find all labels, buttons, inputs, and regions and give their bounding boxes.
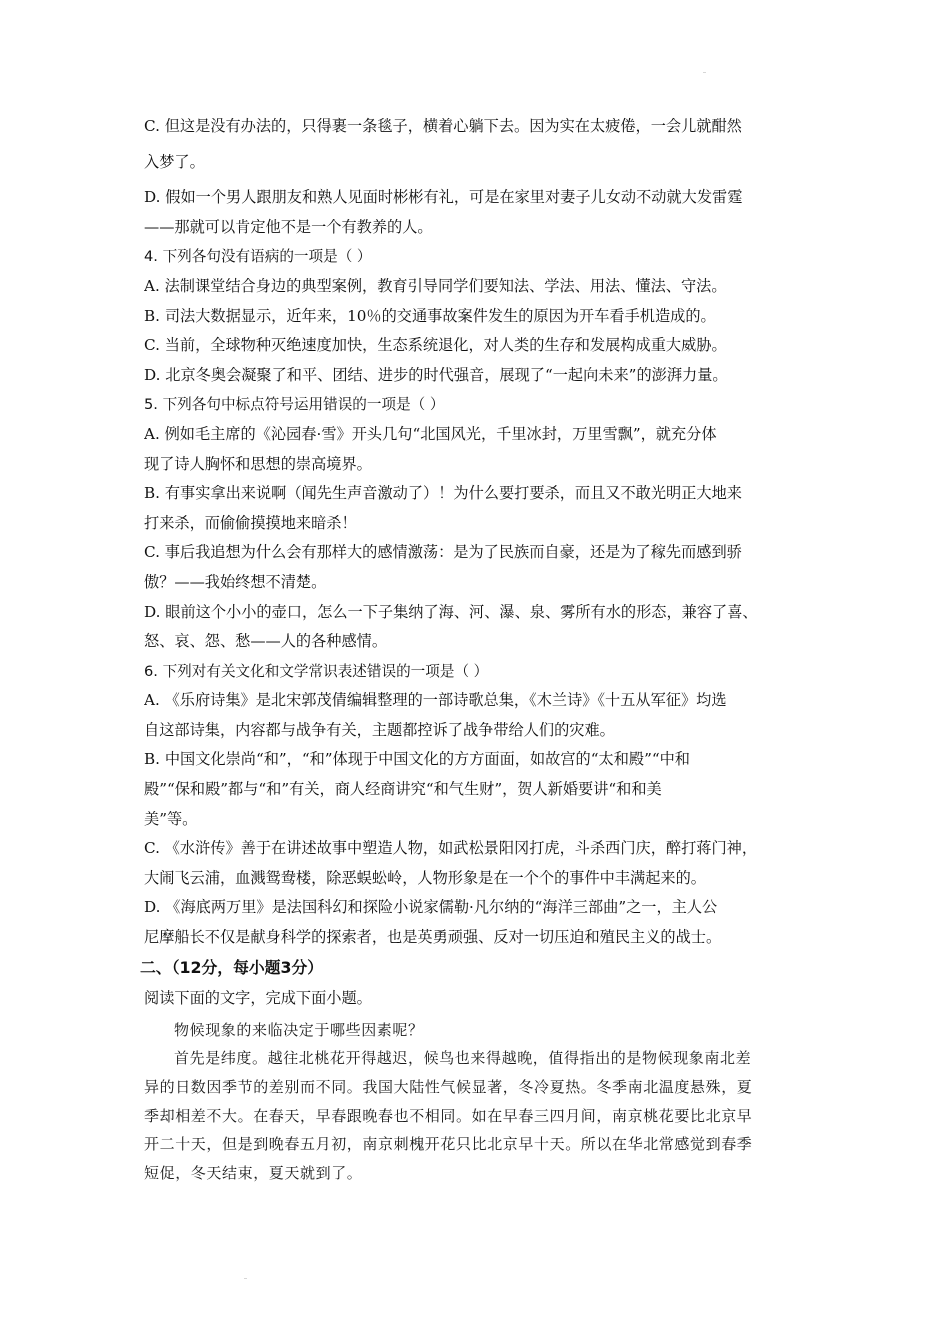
scan-speck [244, 1278, 247, 1279]
section-2-title: 二、（12分，每小题3分） [140, 957, 324, 977]
section-2-instructions: 阅读下面的文字，完成下面小题。 [144, 989, 372, 1008]
q5-option-d-line2: 怒、哀、怨、愁——人的各种感情。 [144, 632, 387, 651]
q5-option-a-line1: A. 例如毛主席的《沁园春·雪》开头几句“北国风光，千里冰封，万里雪飘”，就充分体 [144, 424, 717, 443]
reading-passage [144, 1016, 812, 1188]
q6-option-a-line2: 自这部诗集，内容都与战争有关，主题都控诉了战争带给人们的灾难。 [144, 720, 615, 739]
q6-option-d-line2: 尼摩船长不仅是献身科学的探索者，也是英勇顽强、反对一切压迫和殖民主义的战士。 [144, 928, 722, 947]
q5-option-d-line1: D. 眼前这个小小的壶口，怎么一下子集纳了海、河、瀑、泉、雾所有水的形态，兼容了喜、 [144, 602, 758, 621]
question-4-title: 4. 下列各句没有语病的一项是（ ） [144, 248, 372, 266]
question-4 [144, 242, 812, 390]
question-5 [144, 390, 812, 656]
q5-option-c-line2: 傲？——我始终想不清楚。 [144, 572, 327, 591]
q4-option-b: B. 司法大数据显示，近年来，10％的交通事故案件发生的原因为开车看手机造成的。 [144, 306, 716, 325]
q3-option-d [144, 183, 812, 242]
q6-option-b-line2: 殿”“保和殿”都与“和”有关，商人经商讲究“和气生财”，贺人新婚要讲“和和美 [144, 780, 662, 799]
q4-option-a: A. 法制课堂结合身边的典型案例，教育引导同学们要知法、学法、用法、懂法、守法。 [144, 276, 727, 295]
q4-option-c: C. 当前，全球物种灭绝速度加快，生态系统退化，对人类的生存和发展构成重大威胁。 [144, 336, 727, 355]
q5-option-c-line1: C. 事后我追想为什么会有那样大的感情激荡：是为了民族而自豪，还是为了稼先而感到骄 [144, 543, 742, 562]
passage-title: 物候现象的来临决定于哪些因素呢？ [174, 1020, 424, 1039]
q3-option-c [144, 112, 812, 177]
q4-option-d: D. 北京冬奥会凝聚了和平、团结、进步的时代强音，展现了“一起向未来”的澎湃力量。 [144, 365, 728, 384]
passage-line: 异的日数因季节的差别而不同。我国大陆性气候显著，冬冷夏热。冬季南北温度悬殊，夏 [144, 1078, 753, 1096]
passage-line: 首先是纬度。越往北桃花开得越迟，候鸟也来得越晚，值得指出的是物候现象南北差 [174, 1049, 752, 1068]
q6-option-b-line1: B. 中国文化崇尚“和”，“和”体现于中国文化的方方面面，如故宫的“太和殿”“中和 [144, 750, 690, 769]
passage-line: 开二十天，但是到晚春五月初，南京刺槐开花只比北京早十天。所以在华北常感觉到春季 [144, 1135, 753, 1154]
section-2 [140, 953, 812, 1014]
question-6-title: 6. 下列对有关文化和文学常识表述错误的一项是（ ） [144, 662, 489, 680]
q3-option-d-line1: D. 假如一个男人跟朋友和熟人见面时彬彬有礼，可是在家里对妻子儿女动不动就大发雷霆 [144, 188, 743, 207]
question-6 [144, 657, 812, 953]
q6-option-c-line2: 大闹飞云浦，血溅鸳鸯楼，除恶蜈蚣岭，人物形象是在一个个的事件中丰满起来的。 [144, 868, 706, 887]
q5-option-b-line2: 打来杀，而偷偷摸摸地来暗杀！ [144, 513, 357, 532]
q6-option-d-line1: D. 《海底两万里》是法国科幻和探险小说家儒勒·凡尔纳的“海洋三部曲”之一，主人公 [144, 898, 718, 917]
q3-option-c-line2: 入梦了。 [144, 152, 205, 171]
q6-option-b-line3: 美”等。 [144, 809, 198, 828]
passage-line: 季却相差不大。在春天，早春跟晚春也不相同。如在早春三四月间，南京桃花要比北京早 [144, 1106, 753, 1125]
question-5-title: 5. 下列各句中标点符号运用错误的一项是（ ） [144, 396, 445, 414]
q5-option-b-line1: B. 有事实拿出来说啊（闻先生声音激动了）！为什么要打要杀，而且又不敢光明正大地来 [144, 484, 742, 503]
q3-option-d-line2: ——那就可以肯定他不是一个有教养的人。 [144, 217, 433, 236]
scan-speck [703, 72, 706, 73]
q3-option-c-line1: C. 但这是没有办法的，只得裹一条毯子，横着心躺下去。因为实在太疲倦，一会儿就酣然 [144, 117, 742, 135]
q6-option-c-line1: C. 《水浒传》善于在讲述故事中塑造人物，如武松景阳冈打虎，斗杀西门庆，醉打蒋门神， [144, 839, 758, 858]
passage-line: 短促，冬天结束，夏天就到了。 [144, 1163, 363, 1182]
q6-option-a-line1: A. 《乐府诗集》是北宋郭茂倩编辑整理的一部诗歌总集，《木兰诗》《十五从军征》均选 [144, 691, 727, 710]
q5-option-a-line2: 现了诗人胸怀和思想的崇高境界。 [144, 454, 372, 473]
